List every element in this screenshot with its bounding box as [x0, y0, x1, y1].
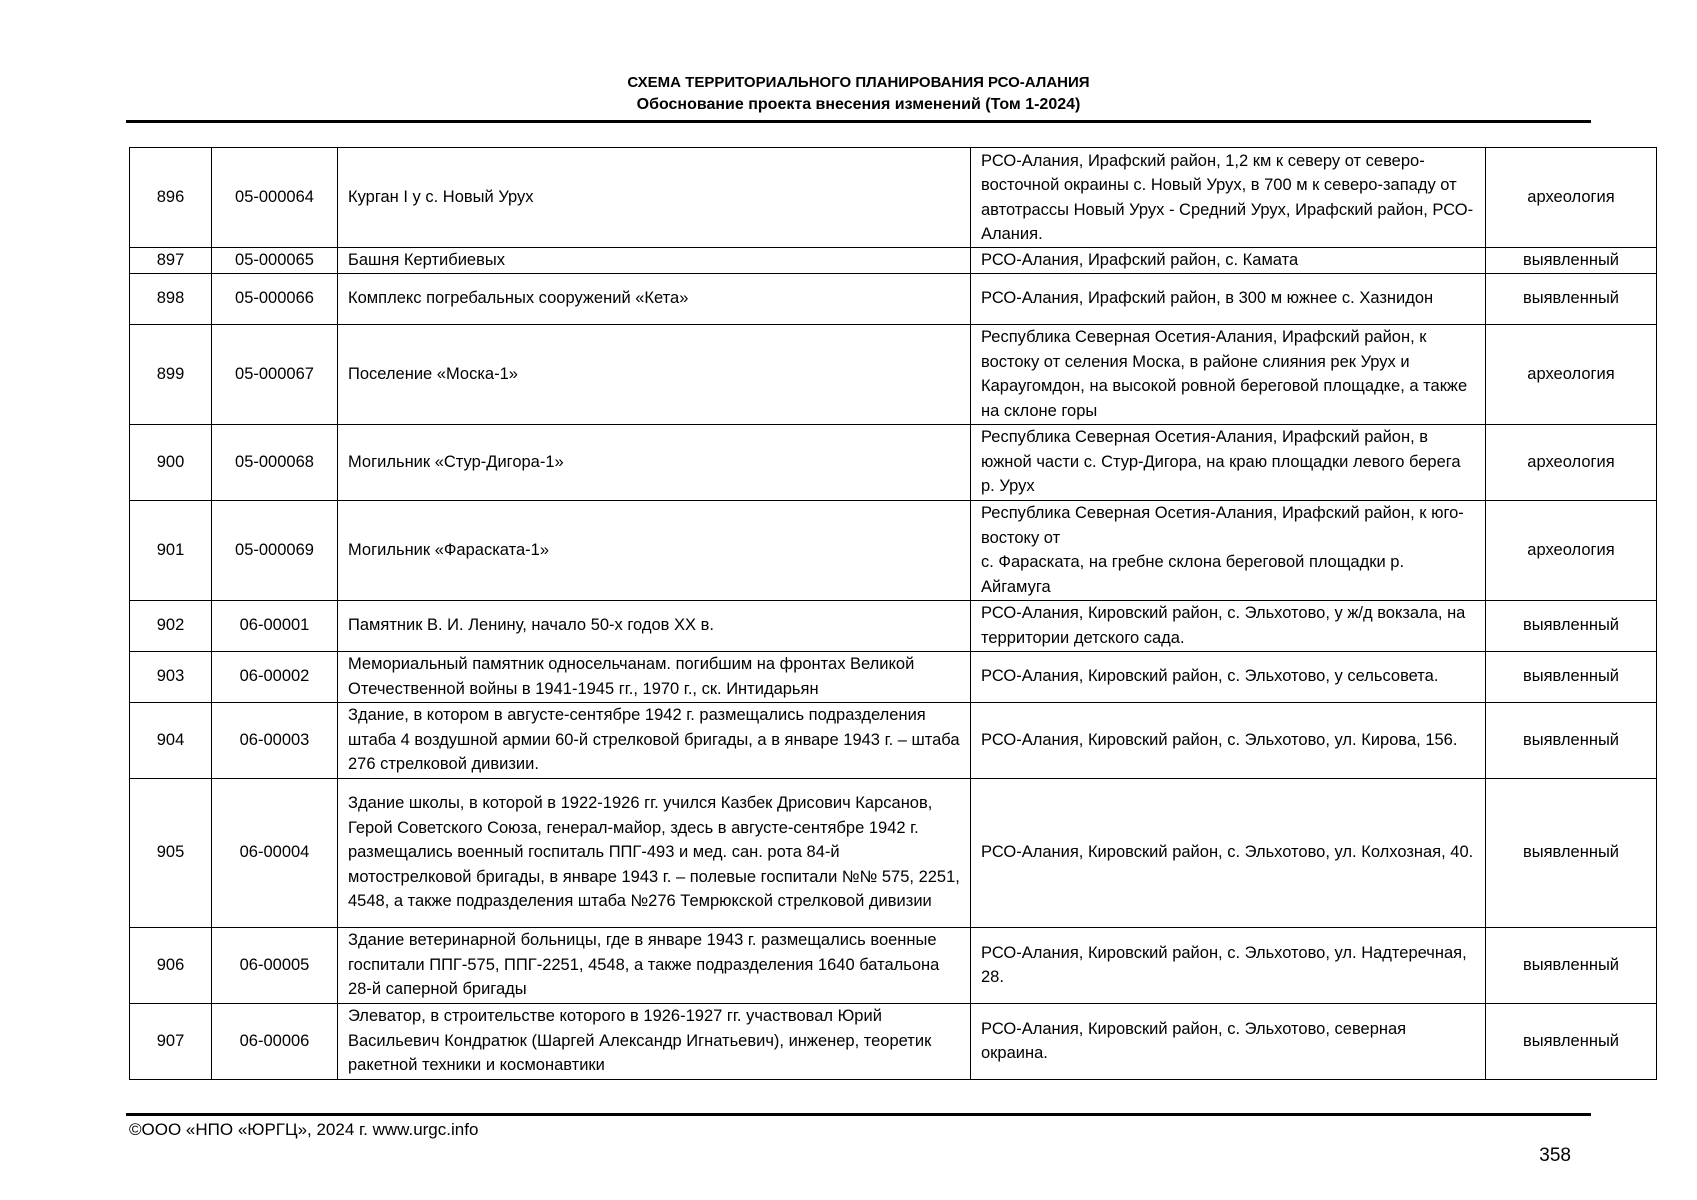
table-row: [130, 273, 1657, 324]
table-row: [130, 148, 1657, 248]
object-name: Поселение «Моска-1»: [338, 324, 971, 424]
table-row: [130, 324, 1657, 424]
table-row: [130, 651, 1657, 702]
row-number: 904: [130, 702, 212, 778]
footer-divider: [126, 1113, 1591, 1116]
row-number: 898: [130, 273, 212, 324]
row-number: 906: [130, 927, 212, 1003]
object-address: РСО-Алания, Кировский район, с. Эльхотово, ул. Колхозная, 40.: [971, 778, 1486, 927]
object-category: археология: [1486, 500, 1657, 600]
object-address: РСО-Алания, Ирафский район, в 300 м южнее с. Хазнидон: [971, 273, 1486, 324]
footer-copyright: ©ООО «НПО «ЮРГЦ», 2024 г. www.urgc.info: [129, 1120, 479, 1139]
table-row: [130, 1003, 1657, 1079]
object-address: РСО-Алания, Кировский район, с. Эльхотово, северная окраина.: [971, 1003, 1486, 1079]
row-number: 897: [130, 248, 212, 274]
document-header: [126, 72, 1591, 116]
object-address: Республика Северная Осетия-Алания, Ирафский район, к юго-востоку от с. Фараската, на гребне склона береговой площадки р. Айгамуга: [971, 500, 1486, 600]
object-name: Мемориальный памятник односельчанам. погибшим на фронтах Великой Отечественной войны в 1941-1945 гг., 1970 г., ск. Интидарьян: [338, 651, 971, 702]
registry-code: 05-000068: [212, 424, 338, 500]
registry-code: 05-000064: [212, 148, 338, 248]
registry-code: 05-000066: [212, 273, 338, 324]
page-number: 358: [1539, 1145, 1571, 1166]
object-name: Башня Кертибиевых: [338, 248, 971, 274]
row-number: 896: [130, 148, 212, 248]
object-address: Республика Северная Осетия-Алания, Ирафский район, в южной части с. Стур-Дигора, на краю площадки левого берега р. Урух: [971, 424, 1486, 500]
object-category: выявленный: [1486, 702, 1657, 778]
row-number: 905: [130, 778, 212, 927]
object-name: Здание ветеринарной больницы, где в январе 1943 г. размещались военные госпитали ППГ-575, ППГ-2251, 4548, а также подразделения 1640 батальона 28-й саперной бригады: [338, 927, 971, 1003]
table-row: [130, 500, 1657, 600]
object-name: Здание школы, в которой в 1922-1926 гг. учился Казбек Дрисович Карсанов, Герой Советского Союза, генерал-майор, здесь в августе-сентябре 1942 г. размещались военный госпиталь ППГ-493 и мед. сан. рота 84-й мотострелковой бригады, в январе 1943 г. – полевые госпитали №№ 575, 2251, 4548, а также подразделения штаба №276 Темрюкской стрелковой дивизии: [338, 778, 971, 927]
registry-code: 06-00001: [212, 600, 338, 651]
object-category: археология: [1486, 324, 1657, 424]
table-row: [130, 248, 1657, 274]
object-name: Комплекс погребальных сооружений «Кета»: [338, 273, 971, 324]
object-name: Могильник «Стур-Дигора-1»: [338, 424, 971, 500]
heritage-objects-table: [129, 147, 1657, 1080]
object-category: выявленный: [1486, 1003, 1657, 1079]
table-row: [130, 600, 1657, 651]
row-number: 900: [130, 424, 212, 500]
row-number: 907: [130, 1003, 212, 1079]
object-category: археология: [1486, 148, 1657, 248]
table-row: [130, 702, 1657, 778]
table-row: [130, 424, 1657, 500]
object-name: Курган I у с. Новый Урух: [338, 148, 971, 248]
object-category: выявленный: [1486, 651, 1657, 702]
object-category: выявленный: [1486, 927, 1657, 1003]
object-address: РСО-Алания, Кировский район, с. Эльхотово, ул. Надтеречная, 28.: [971, 927, 1486, 1003]
object-address: РСО-Алания, Кировский район, с. Эльхотово, ул. Кирова, 156.: [971, 702, 1486, 778]
registry-code: 06-00002: [212, 651, 338, 702]
object-address: РСО-Алания, Ирафский район, 1,2 км к северу от северо-восточной окраины с. Новый Урух, в 700 м к северо-западу от автотрассы Новый Урух - Средний Урух, Ирафский район, РСО-Алания.: [971, 148, 1486, 248]
row-number: 903: [130, 651, 212, 702]
registry-code: 05-000067: [212, 324, 338, 424]
table-row: [130, 927, 1657, 1003]
object-address: Республика Северная Осетия-Алания, Ирафский район, к востоку от селения Моска, в районе слияния рек Урух и Караугомдон, на высокой ровной береговой площадке, а также на склоне горы: [971, 324, 1486, 424]
object-category: выявленный: [1486, 273, 1657, 324]
object-name: Элеватор, в строительстве которого в 1926-1927 гг. участвовал Юрий Васильевич Кондратюк (Шаргей Александр Игнатьевич), инженер, теоретик ракетной техники и космонавтики: [338, 1003, 971, 1079]
registry-code: 06-00006: [212, 1003, 338, 1079]
object-category: выявленный: [1486, 248, 1657, 274]
registry-code: 05-000065: [212, 248, 338, 274]
registry-code: 06-00004: [212, 778, 338, 927]
object-category: археология: [1486, 424, 1657, 500]
object-category: выявленный: [1486, 778, 1657, 927]
object-address: РСО-Алания, Кировский район, с. Эльхотово, у сельсовета.: [971, 651, 1486, 702]
document-title: СХЕМА ТЕРРИТОРИАЛЬНОГО ПЛАНИРОВАНИЯ РСО-АЛАНИЯ: [627, 74, 1090, 91]
registry-code: 06-00003: [212, 702, 338, 778]
object-address: РСО-Алания, Кировский район, с. Эльхотово, у ж/д вокзала, на территории детского сада.: [971, 600, 1486, 651]
table-row: [130, 778, 1657, 927]
object-address: РСО-Алания, Ирафский район, с. Камата: [971, 248, 1486, 274]
object-name: Памятник В. И. Ленину, начало 50-х годов XX в.: [338, 600, 971, 651]
object-name: Здание, в котором в августе-сентябре 1942 г. размещались подразделения штаба 4 воздушной армии 60-й стрелковой бригады, а в январе 1943 г. – штаба 276 стрелковой дивизии.: [338, 702, 971, 778]
row-number: 902: [130, 600, 212, 651]
object-category: выявленный: [1486, 600, 1657, 651]
header-divider: [126, 120, 1591, 123]
registry-code: 06-00005: [212, 927, 338, 1003]
row-number: 901: [130, 500, 212, 600]
document-subtitle: Обоснование проекта внесения изменений (Том 1-2024): [636, 96, 1081, 113]
object-name: Могильник «Фараската-1»: [338, 500, 971, 600]
registry-code: 05-000069: [212, 500, 338, 600]
row-number: 899: [130, 324, 212, 424]
